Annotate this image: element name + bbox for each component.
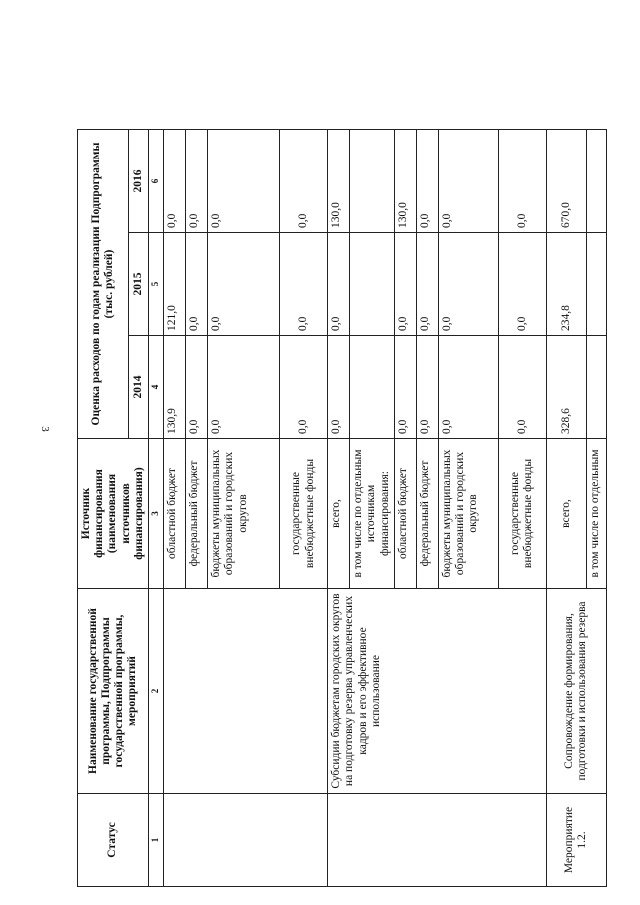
- value-2014: 0,0: [394, 336, 416, 439]
- index-cell: 1: [149, 794, 164, 887]
- source-cell: бюджеты муниципальных образований и городских округов: [208, 439, 280, 589]
- source-cell: в том числе по отдельным: [586, 439, 606, 589]
- source-cell: областной бюджет: [164, 439, 186, 589]
- value-2016: 130,0: [394, 129, 416, 232]
- value-2016: [586, 129, 606, 232]
- status-cell-empty: [164, 794, 328, 887]
- source-cell: всего,: [546, 439, 586, 589]
- value-2015: 0,0: [208, 233, 280, 336]
- table-row: [328, 129, 350, 886]
- value-2015: 0,0: [186, 233, 208, 336]
- value-2016: [350, 129, 395, 232]
- value-2015: 0,0: [280, 233, 328, 336]
- table-row: [164, 129, 186, 886]
- value-2016: 0,0: [280, 129, 328, 232]
- header-year-2016: 2016: [128, 129, 148, 232]
- activity-status: Мероприятие 1.2.: [546, 794, 606, 887]
- source-cell: федеральный бюджет: [416, 439, 438, 589]
- source-cell: всего,: [328, 439, 350, 589]
- activity-name: Субсидии бюджетам городских округов на подготовку резерва управленческих кадров и его эффективное использование: [328, 589, 547, 794]
- page-number: 3: [39, 426, 51, 432]
- value-2014: 130,9: [164, 336, 186, 439]
- value-2015: 121,0: [164, 233, 186, 336]
- value-2015: 0,0: [498, 233, 546, 336]
- status-cell-empty: [328, 794, 547, 887]
- header-year-2015: 2015: [128, 233, 148, 336]
- value-2016: 670,0: [546, 129, 586, 232]
- header-name: Наименование государственной программы, Подпрограммы государственной программы, мероприятий: [78, 589, 149, 794]
- index-cell: 2: [149, 589, 164, 794]
- value-2015: 0,0: [328, 233, 350, 336]
- value-2014: 328,6: [546, 336, 586, 439]
- name-cell-empty: [164, 589, 328, 794]
- value-2014: 0,0: [498, 336, 546, 439]
- header-status: Статус: [78, 794, 149, 887]
- budget-table: [77, 129, 607, 887]
- value-2016: 0,0: [208, 129, 280, 232]
- value-2015: 234,8: [546, 233, 586, 336]
- source-cell: в том числе по отдельным источникам финансирования:: [350, 439, 395, 589]
- value-2016: 0,0: [498, 129, 546, 232]
- activity-name: Сопровождение формирования, подготовки и использования резерва: [546, 589, 606, 794]
- header-source: Источник финансирования (наименования источников финансирования): [78, 439, 149, 589]
- source-cell: государственные внебюджетные фонды: [498, 439, 546, 589]
- value-2014: 0,0: [186, 336, 208, 439]
- header-year-2014: 2014: [128, 336, 148, 439]
- source-cell: федеральный бюджет: [186, 439, 208, 589]
- value-2014: [350, 336, 395, 439]
- index-cell: 6: [149, 129, 164, 232]
- value-2014: 0,0: [208, 336, 280, 439]
- value-2016: 130,0: [328, 129, 350, 232]
- value-2014: 0,0: [328, 336, 350, 439]
- index-row: [149, 129, 164, 886]
- value-2016: 0,0: [164, 129, 186, 232]
- source-cell: государственные внебюджетные фонды: [280, 439, 328, 589]
- header-estimate: Оценка расходов по годам реализации Подпрограммы (тыс. рублей): [78, 129, 129, 438]
- value-2015: [350, 233, 395, 336]
- value-2016: 0,0: [416, 129, 438, 232]
- rotated-table-container: [77, 130, 601, 887]
- value-2015: 0,0: [416, 233, 438, 336]
- source-cell: бюджеты муниципальных образований и городских округов: [438, 439, 498, 589]
- value-2014: 0,0: [280, 336, 328, 439]
- value-2016: 0,0: [186, 129, 208, 232]
- index-cell: 4: [149, 336, 164, 439]
- value-2014: 0,0: [416, 336, 438, 439]
- source-cell: областной бюджет: [394, 439, 416, 589]
- value-2014: [586, 336, 606, 439]
- value-2015: [586, 233, 606, 336]
- value-2016: 0,0: [438, 129, 498, 232]
- value-2015: 0,0: [394, 233, 416, 336]
- index-cell: 5: [149, 233, 164, 336]
- value-2014: 0,0: [438, 336, 498, 439]
- value-2015: 0,0: [438, 233, 498, 336]
- index-cell: 3: [149, 439, 164, 589]
- table-row: [546, 129, 586, 886]
